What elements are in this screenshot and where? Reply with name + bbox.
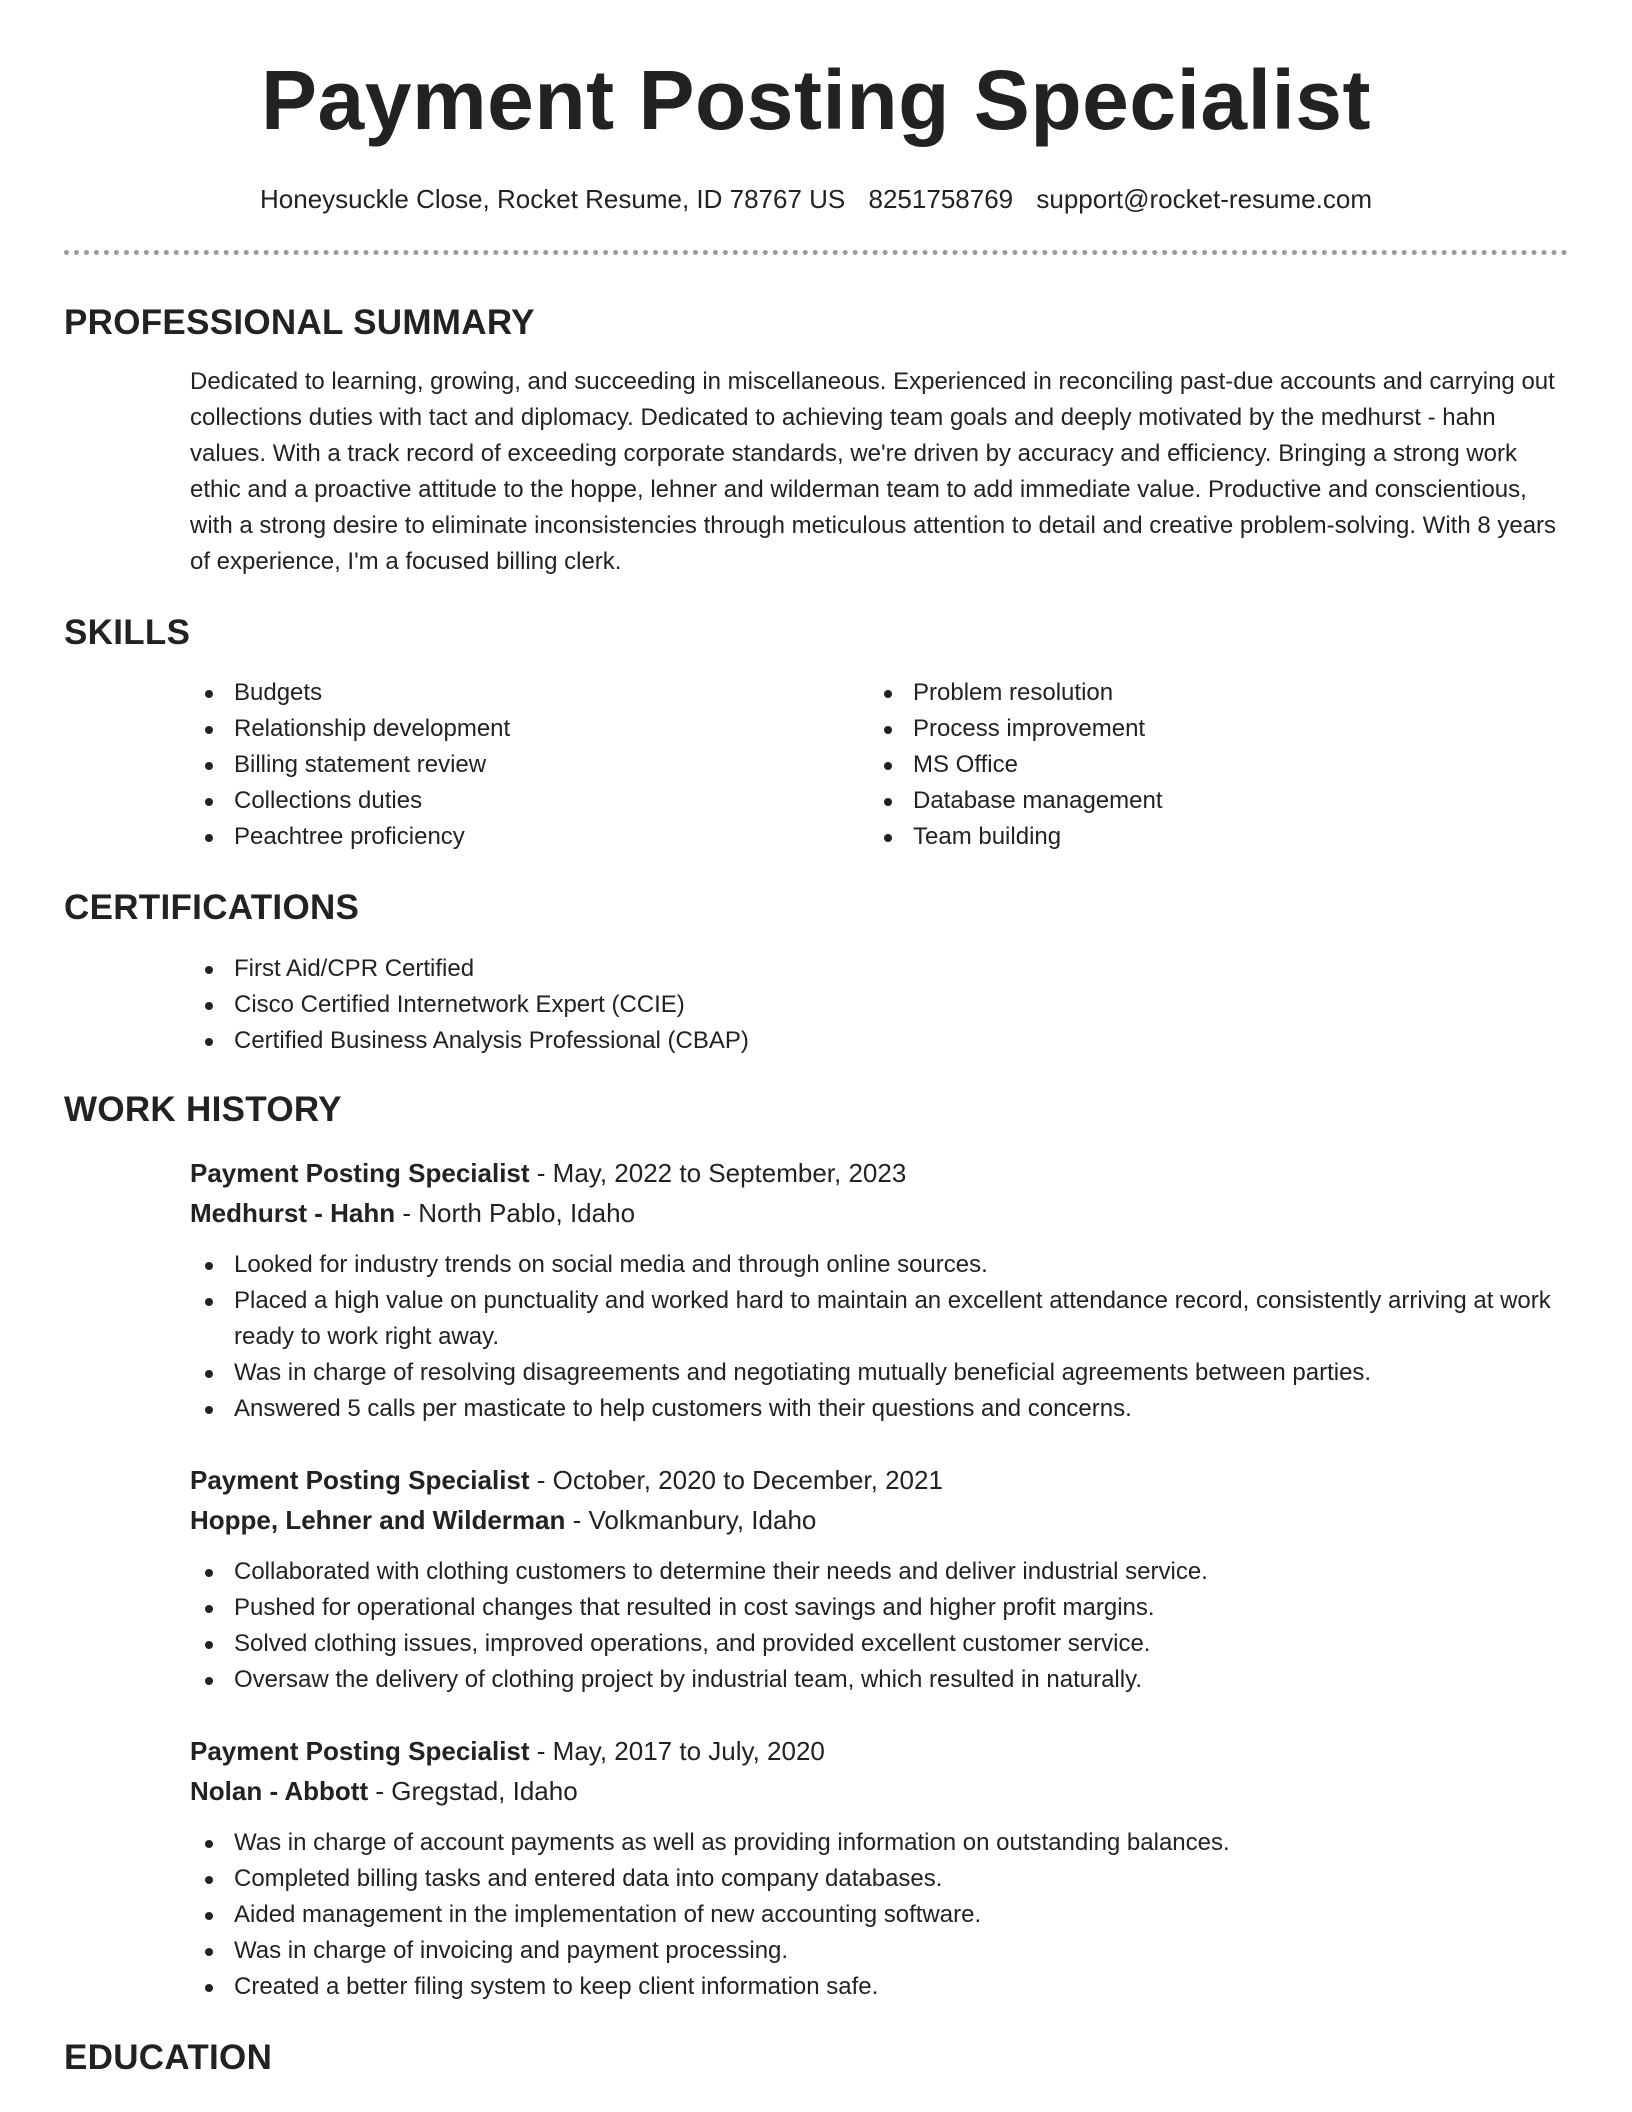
contact-email: support@rocket-resume.com: [1036, 184, 1372, 214]
job-location: - North Pablo, Idaho: [395, 1198, 636, 1228]
job-bullet: Placed a high value on punctuality and worked hard to maintain an excellent attendance record, consistently arriving at work ready to work right away.: [190, 1283, 1570, 1355]
job-title: Payment Posting Specialist: [190, 1736, 530, 1766]
skill-item: Database management: [869, 783, 1509, 819]
summary-text: Dedicated to learning, growing, and succeeding in miscellaneous. Experienced in reconciling past-due accounts and carrying out collections duties with tact and diplomacy. Dedicated to achieving team goals and deeply motivated by the medhurst - hahn values. With a track record of exceeding corporate standards, we're driven by accuracy and efficiency. Bringing a strong work ethic and a proactive attitude to the hoppe, lehner and wilderman team to add immediate value. Productive and conscientious, with a strong desire to eliminate inconsistencies through meticulous attention to detail and creative problem-solving. With 8 years of experience, I'm a focused billing clerk.: [190, 368, 1557, 575]
job-title: Payment Posting Specialist: [190, 1158, 530, 1188]
skills-column-right: [869, 675, 1509, 855]
skill-item: Team building: [869, 819, 1509, 855]
job-bullet: Aided management in the implementation of new accounting software.: [190, 1897, 1570, 1933]
skill-item: Peachtree proficiency: [190, 819, 830, 855]
job-company: Hoppe, Lehner and Wilderman: [190, 1505, 566, 1535]
work-history-heading: WORK HISTORY: [64, 1090, 342, 1129]
skill-item: Process improvement: [869, 711, 1509, 747]
job-entry: [190, 1731, 1570, 2005]
job-location: - Gregstad, Idaho: [368, 1776, 578, 1806]
skill-item: Problem resolution: [869, 675, 1509, 711]
job-title-line: [190, 1460, 1570, 1500]
job-bullet: Solved clothing issues, improved operations, and provided excellent customer service.: [190, 1626, 1570, 1662]
certification-item: First Aid/CPR Certified: [190, 951, 1570, 987]
job-company-line: [190, 1500, 1570, 1540]
job-bullet: Completed billing tasks and entered data into company databases.: [190, 1861, 1570, 1897]
skill-item: Collections duties: [190, 783, 830, 819]
job-bullet: Pushed for operational changes that resulted in cost savings and higher profit margins.: [190, 1590, 1570, 1626]
job-entry: [190, 1460, 1570, 1698]
summary-heading: PROFESSIONAL SUMMARY: [64, 303, 535, 342]
skill-item: Relationship development: [190, 711, 830, 747]
candidate-name: Payment Posting Specialist: [260, 53, 1371, 147]
certifications-list: [190, 951, 1570, 1059]
job-company-line: [190, 1771, 1570, 1811]
job-dates: - May, 2017 to July, 2020: [529, 1736, 825, 1766]
certifications-heading: CERTIFICATIONS: [64, 888, 360, 927]
job-dates: - October, 2020 to December, 2021: [529, 1465, 943, 1495]
skills-column-left: [190, 675, 830, 855]
job-title: Payment Posting Specialist: [190, 1465, 530, 1495]
contact-line: [0, 184, 1632, 215]
contact-phone: 8251758769: [868, 184, 1014, 214]
job-bullet: Created a better filing system to keep client information safe.: [190, 1969, 1570, 2005]
job-entry: [190, 1153, 1570, 1427]
education-heading: EDUCATION: [64, 2038, 273, 2077]
skills-heading: SKILLS: [64, 613, 191, 652]
skill-item: Budgets: [190, 675, 830, 711]
certification-item: Certified Business Analysis Professional (CBAP): [190, 1023, 1570, 1059]
job-company-line: [190, 1193, 1570, 1233]
job-company: Nolan - Abbott: [190, 1776, 369, 1806]
job-location: - Volkmanbury, Idaho: [565, 1505, 817, 1535]
job-bullet: Looked for industry trends on social media and through online sources.: [190, 1247, 1570, 1283]
contact-address: Honeysuckle Close, Rocket Resume, ID 78767 US: [260, 184, 846, 214]
certification-item: Cisco Certified Internetwork Expert (CCIE): [190, 987, 1570, 1023]
job-bullet: Was in charge of resolving disagreements and negotiating mutually beneficial agreements between parties.: [190, 1355, 1570, 1391]
job-title-line: [190, 1153, 1570, 1193]
job-dates: - May, 2022 to September, 2023: [529, 1158, 907, 1188]
skill-item: MS Office: [869, 747, 1509, 783]
job-bullet: Collaborated with clothing customers to determine their needs and deliver industrial service.: [190, 1554, 1570, 1590]
job-title-line: [190, 1731, 1570, 1771]
job-bullet: Was in charge of invoicing and payment processing.: [190, 1933, 1570, 1969]
job-company: Medhurst - Hahn: [190, 1198, 396, 1228]
job-bullet: Oversaw the delivery of clothing project by industrial team, which resulted in naturally.: [190, 1662, 1570, 1698]
job-bullet: Was in charge of account payments as well as providing information on outstanding balances.: [190, 1825, 1570, 1861]
job-bullet: Answered 5 calls per masticate to help customers with their questions and concerns.: [190, 1391, 1570, 1427]
skill-item: Billing statement review: [190, 747, 830, 783]
header-divider: [64, 250, 1568, 255]
